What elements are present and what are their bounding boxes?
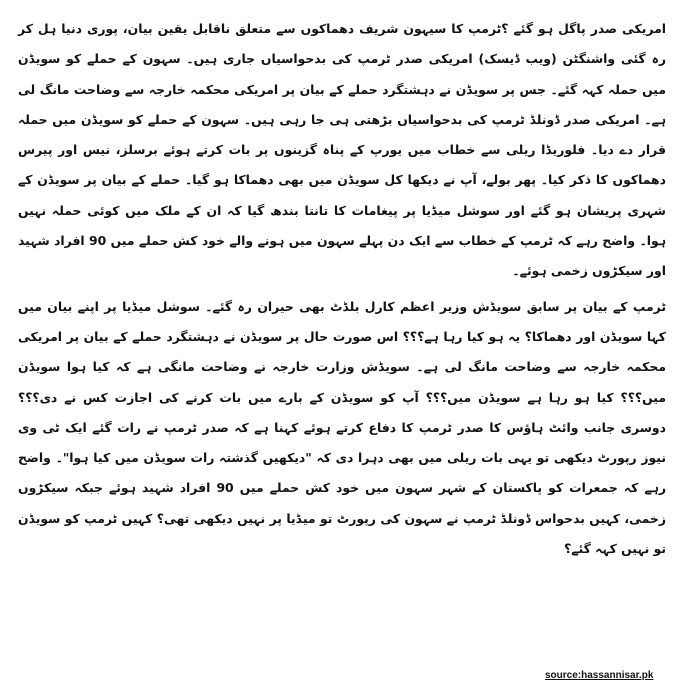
article-paragraph-1: امریکی صدر پاگل ہو گئے ؟ٹرمپ کا سیہون شریف دھماکوں سے متعلق ناقابل یقین بیان، پوری دنیا ہل کر رہ گئی واشنگٹن (ویب ڈیسک) امریکی صدر ٹرمپ کی بدحواسیاں جاری ہیں۔ سہون کے حملے کو سویڈن میں حملہ کہہ گئے۔ جس پر سویڈن نے دہشتگرد حملے کے بیان پر امریکی محکمہ خارجہ سے وضاحت مانگ لی ہے۔ امریکی صدر ڈونلڈ ٹرمپ کی بدحواسیاں بڑھتی ہی جا رہی ہیں۔ سہون کے حملے کو سویڈن میں حملہ قرار دے دیا۔ فلوریڈا ریلی سے خطاب میں یورپ کے پناہ گزینوں پر بات کرتے ہوئے برسلز، نیس اور پیرس دھماکوں کا ذکر کیا۔ پھر بولے، آپ نے دیکھا کل سویڈن میں بھی دھماکا ہو گیا۔ حملے کے بیان پر سویڈن کے شہری پریشان ہو گئے اور سوشل میڈیا پر پیغامات کا تانتا بندھ گیا کہ ان کے ملک میں کوئی حملہ نہیں ہوا۔ واضح رہے کہ ٹرمپ کے خطاب سے ایک دن پہلے سہون میں ہونے والے خود کش حملے میں 90 افراد شہید اور سیکڑوں زخمی ہوئے۔ — [18, 21, 666, 279]
article-paragraph-2: ٹرمپ کے بیان پر سابق سویڈش وزیر اعظم کارل بلڈٹ بھی حیران رہ گئے۔ سوشل میڈیا پر اپنے بیان میں کہا سویڈن اور دھماکا؟ یہ ہو کیا رہا ہے؟؟؟ اس صورت حال پر سویڈن نے دہشتگرد حملے کے بیان پر امریکی محکمہ خارجہ سے وضاحت مانگ لی ہے۔ سویڈش وزارت خارجہ نے وضاحت مانگی ہے کہ کیا ہوا سویڈن میں؟؟؟ کیا ہو رہا ہے سویڈن میں؟؟؟ آپ کو سویڈن کے بارے میں بات کرنے کی اجازت کس نے دی؟؟؟ دوسری جانب وائٹ ہاؤس کا صدر ٹرمپ کا دفاع کرتے ہوئے کہنا ہے کہ صدر ٹرمپ نے رات گئے ایک ٹی وی نیوز رپورٹ دیکھی تو یہی بات ریلی میں بھی دہرا دی کہ "دیکھیں گذشتہ رات سویڈن میں کیا ہوا"۔ واضح رہے کہ جمعرات کو پاکستان کے شہر سہون میں خود کش حملے میں 90 افراد شہید ہوئے جبکہ سیکڑوں زخمی، کہیں بدحواس ڈونلڈ ٹرمپ نے سہون کی رپورٹ تو میڈیا پر نہیں دیکھی تھی؟ کہیں ٹرمپ کو سویڈن تو نہیں کہہ گئے؟ — [18, 298, 667, 557]
source-link[interactable]: source:hassannisar.pk — [545, 670, 654, 681]
article-body — [18, 14, 666, 564]
